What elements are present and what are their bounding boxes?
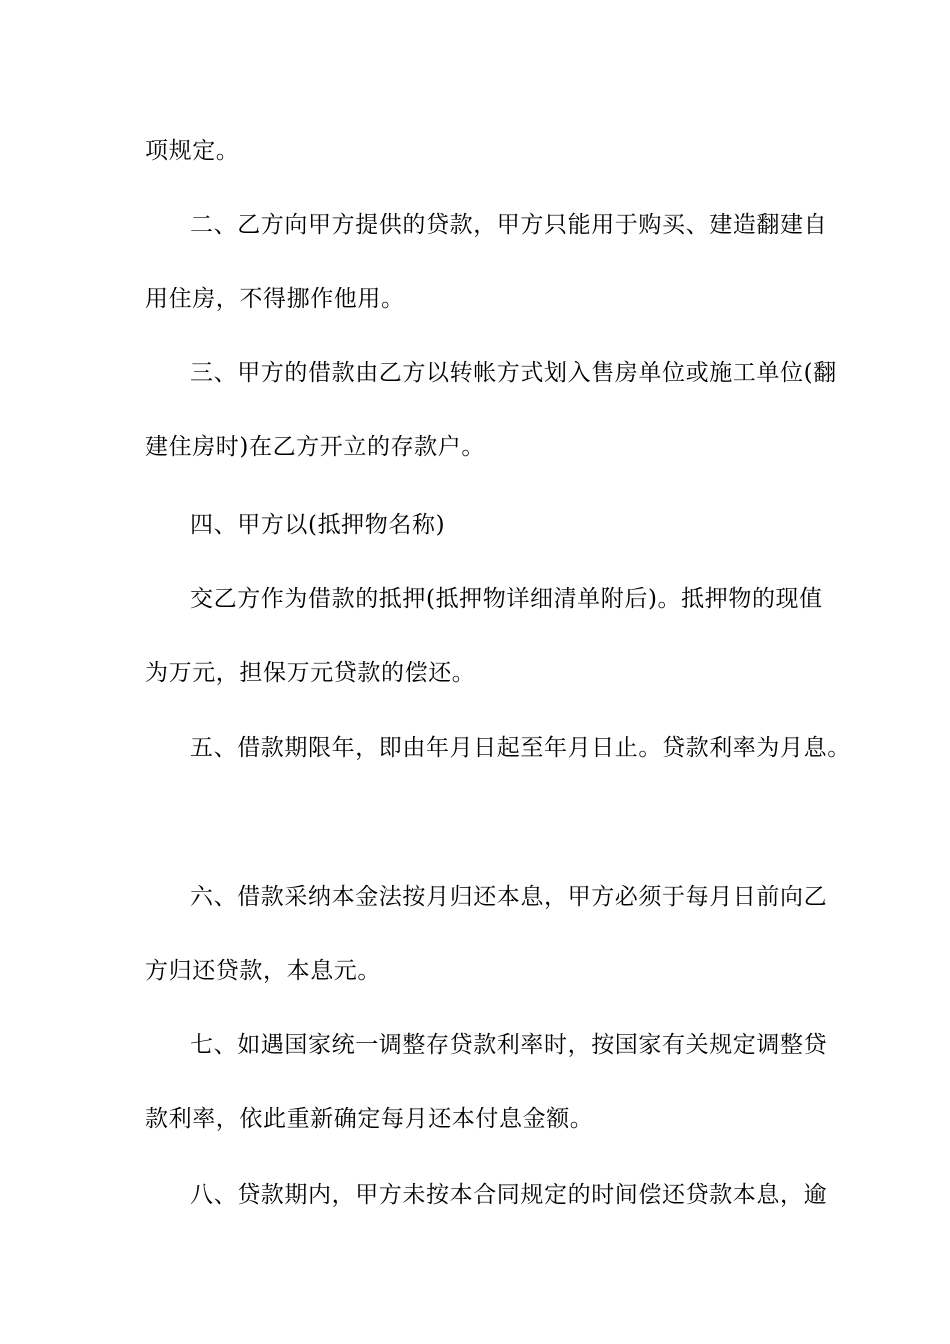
clause-4-line-2: 交乙方作为借款的抵押(抵押物详细清单附后)。抵押物的现值 bbox=[190, 586, 823, 612]
clause-7-line-2: 款利率，依此重新确定每月还本付息金额。 bbox=[145, 1106, 594, 1132]
clause-4-line-3: 为万元，担保万元贷款的偿还。 bbox=[145, 660, 476, 686]
clause-3-line-2: 建住房时)在乙方开立的存款户。 bbox=[145, 434, 485, 460]
clause-3-line-1: 三、甲方的借款由乙方以转帐方式划入售房单位或施工单位(翻 bbox=[190, 360, 837, 386]
text-line: 项规定。 bbox=[145, 138, 240, 164]
clause-8-line-1: 八、贷款期内，甲方未按本合同规定的时间偿还贷款本息，逾 bbox=[190, 1182, 828, 1208]
clause-7-line-1: 七、如遇国家统一调整存贷款利率时，按国家有关规定调整贷 bbox=[190, 1032, 828, 1058]
clause-5-line-1: 五、借款期限年，即由年月日起至年月日止。贷款利率为月息。 bbox=[190, 735, 851, 761]
clause-4-line-1: 四、甲方以(抵押物名称) bbox=[190, 512, 446, 538]
clause-6-line-2: 方归还贷款，本息元。 bbox=[145, 958, 381, 984]
clause-2-line-1: 二、乙方向甲方提供的贷款，甲方只能用于购买、建造翻建自 bbox=[190, 212, 828, 238]
clause-2-line-2: 用住房，不得挪作他用。 bbox=[145, 286, 405, 312]
clause-6-line-1: 六、借款采纳本金法按月归还本息，甲方必须于每月日前向乙 bbox=[190, 884, 828, 910]
